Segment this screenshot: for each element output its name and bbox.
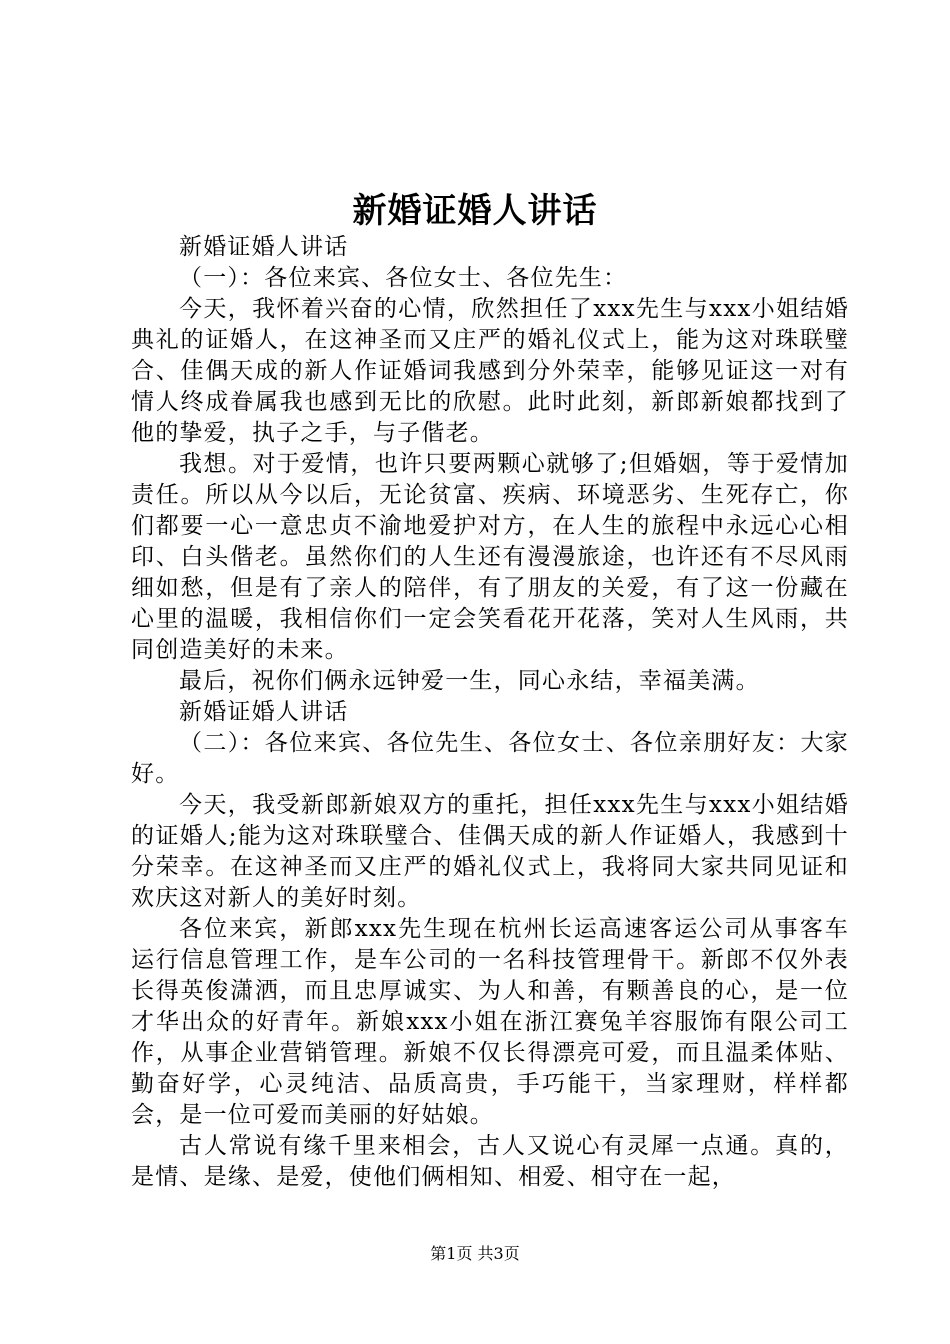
document-title: 新婚证婚人讲话: [352, 191, 598, 231]
section-1-paragraph-2: 我想。对于爱情，也许只要两颗心就够了;但婚姻，等于爱情加责任。所以从今以后，无论贫富、疾病、环境恶劣、生死存亡，你们都要一心一意忠贞不渝地爱护对方，在人生的旅程中永远心心相印、白头偕老。虽然你们的人生还有漫漫旅途，也许还有不尽风雨细如愁，但是有了亲人的陪伴，有了朋友的关爱，有了这一份藏在心里的温暖，我相信你们一定会笑看花开花落，笑对人生风雨，共同创造美好的未来。: [131, 451, 849, 663]
section-2-greeting: （二）：各位来宾、各位先生、各位女士、各位亲朋好友：大家好。: [131, 730, 849, 787]
section-1-heading: 新婚证婚人讲话: [179, 234, 349, 260]
section-1-paragraph-3: 最后，祝你们俩永远钟爱一生，同心永结，幸福美满。: [179, 668, 760, 694]
section-2-heading: 新婚证婚人讲话: [179, 699, 349, 725]
section-1-greeting: （一）：各位来宾、各位女士、各位先生：: [179, 265, 628, 291]
section-2-paragraph-3: 古人常说有缘千里来相会，古人又说心有灵犀一点通。真的，是情、是缘、是爱，使他们俩相知、相爱、相守在一起，: [131, 1133, 849, 1190]
section-1-paragraph-1: 今天，我怀着兴奋的心情，欣然担任了xxx先生与xxx小姐结婚典礼的证婚人，在这神圣而又庄严的婚礼仪式上，能为这对珠联璧合、佳偶天成的新人作证婚词我感到分外荣幸，能够见证这一对有情人终成眷属我也感到无比的欣慰。此时此刻，新郎新娘都找到了他的挚爱，执子之手，与子偕老。: [131, 296, 849, 446]
page-footer: 第1页 共3页: [430, 1244, 520, 1263]
section-2-paragraph-2: 各位来宾，新郎xxx先生现在杭州长运高速客运公司从事客车运行信息管理工作，是车公司的一名科技管理骨干。新郎不仅外表长得英俊潇洒，而且忠厚诚实、为人和善，有颗善良的心，是一位才华出众的好青年。新娘xxx小姐在浙江赛兔羊容服饰有限公司工作，从事企业营销管理。新娘不仅长得漂亮可爱，而且温柔体贴、勤奋好学，心灵纯洁、品质高贵，手巧能干，当家理财，样样都会，是一位可爱而美丽的好姑娘。: [131, 916, 849, 1128]
section-2-paragraph-1: 今天，我受新郎新娘双方的重托，担任xxx先生与xxx小姐结婚的证婚人;能为这对珠联璧合、佳偶天成的新人作证婚人，我感到十分荣幸。在这神圣而又庄严的婚礼仪式上，我将同大家共同见证和欢庆这对新人的美好时刻。: [131, 792, 849, 911]
document-body: [131, 232, 849, 1193]
